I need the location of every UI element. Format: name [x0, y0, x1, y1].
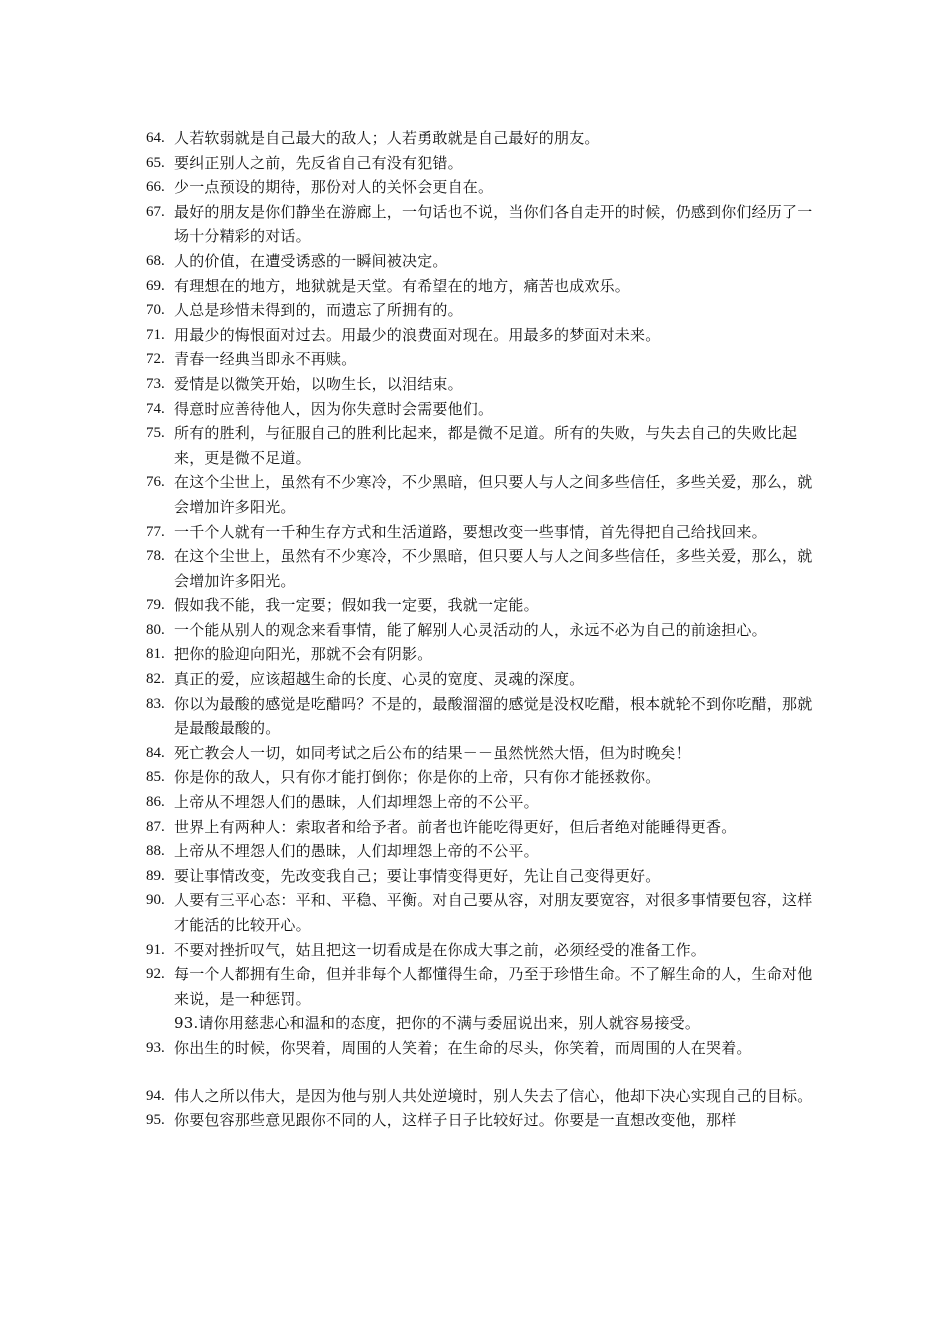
- list-item: [146, 200, 826, 249]
- item-number: 69.: [146, 277, 165, 294]
- item-text: 爱情是以微笑开始，以吻生长，以泪结束。: [174, 374, 463, 393]
- list-item: [146, 667, 826, 692]
- list-item: [146, 175, 826, 200]
- list-item: [146, 544, 826, 593]
- list-item: [146, 470, 826, 519]
- item-text: 你出生的时候，你哭着，周围的人笑着；在生命的尽头，你笑着，而周围的人在哭着。: [174, 1038, 752, 1057]
- item-number: 91.: [146, 941, 165, 958]
- list-item: [146, 249, 826, 274]
- item-number: 73.: [146, 375, 165, 392]
- item-number: 76.: [146, 474, 165, 491]
- list-item: [146, 520, 826, 545]
- item-number: 77.: [146, 523, 165, 540]
- item-text: 世界上有两种人：索取者和给予者。前者也许能吃得更好，但后者绝对能睡得更香。: [174, 817, 737, 836]
- item-number: 95.: [146, 1112, 165, 1129]
- list-item: [146, 790, 826, 815]
- item-number: 75.: [146, 425, 165, 442]
- item-text: 你是你的敌人，只有你才能打倒你；你是你的上帝，只有你才能拯救你。: [174, 768, 661, 787]
- item-text: 你要包容那些意见跟你不同的人，这样子日子比较好过。你要是一直想改变他，那样: [174, 1111, 737, 1130]
- item-text: 93.请你用慈悲心和温和的态度，把你的不满与委屈说出来，别人就容易接受。: [174, 1014, 701, 1033]
- list-item: [146, 692, 826, 741]
- item-number: 71.: [146, 326, 165, 343]
- item-number: 93.: [146, 1039, 165, 1056]
- item-text: 在这个尘世上，虽然有不少寒冷，不少黑暗，但只要人与人之间多些信任，多些关爱，那么，就会增加许多阳光。: [174, 473, 813, 516]
- item-number: 90.: [146, 892, 165, 909]
- list-item: [146, 765, 826, 790]
- item-text: 上帝从不埋怨人们的愚昧，人们却埋怨上帝的不公平。: [174, 793, 539, 812]
- item-text: 一个能从别人的观念来看事情，能了解别人心灵活动的人，永远不必为自己的前途担心。: [174, 620, 767, 639]
- document-page: [146, 126, 826, 1133]
- item-text: 要纠正别人之前，先反省自己有没有犯错。: [174, 153, 463, 172]
- item-text: 人若软弱就是自己最大的敌人；人若勇敢就是自己最好的朋友。: [174, 129, 600, 147]
- item-number: 66.: [146, 179, 165, 196]
- list-item: [146, 888, 826, 937]
- item-number: 82.: [146, 671, 165, 688]
- item-number: 64.: [146, 130, 165, 146]
- list-item: [146, 298, 826, 323]
- item-text: 得意时应善待他人，因为你失意时会需要他们。: [174, 399, 494, 418]
- item-number: 67.: [146, 203, 165, 220]
- item-number: 68.: [146, 252, 165, 269]
- item-number: 74.: [146, 400, 165, 417]
- item-text: 真正的爱，应该超越生命的长度、心灵的宽度、灵魂的深度。: [174, 670, 585, 689]
- item-number: 72.: [146, 351, 165, 368]
- item-number: 79.: [146, 597, 165, 614]
- item-number: 85.: [146, 769, 165, 786]
- list-item: [146, 618, 826, 643]
- item-text: 要让事情改变，先改变我自己；要让事情变得更好，先让自己变得更好。: [174, 866, 661, 885]
- item-number: 83.: [146, 695, 165, 712]
- item-text: 少一点预设的期待，那份对人的关怀会更自在。: [174, 178, 494, 197]
- paragraph-gap: [146, 1061, 826, 1084]
- item-number: 87.: [146, 818, 165, 835]
- list-item: [146, 1108, 826, 1133]
- item-number: 88.: [146, 843, 165, 860]
- list-item: [146, 938, 826, 963]
- item-text: 一千个人就有一千种生存方式和生活道路，要想改变一些事情，首先得把自己给找回来。: [174, 522, 767, 541]
- item-text: 上帝从不埋怨人们的愚昧，人们却埋怨上帝的不公平。: [174, 842, 539, 861]
- list-item: [146, 962, 826, 1011]
- list-item: [146, 126, 826, 151]
- item-text: 人要有三平心态：平和、平稳、平衡。对自己要从容，对朋友要宽容，对很多事情要包容，这样才能活的比较开心。: [174, 891, 813, 934]
- item-text: 所有的胜利，与征服自己的胜利比起来，都是微不足道。所有的失败，与失去自己的失败比起来，更是微不足道。: [174, 424, 798, 467]
- list-item: [146, 421, 826, 470]
- item-number: 89.: [146, 867, 165, 884]
- item-text: 假如我不能，我一定要；假如我一定要，我就一定能。: [174, 596, 539, 615]
- list-item: [146, 593, 826, 618]
- item-text: 不要对挫折叹气，姑且把这一切看成是在你成大事之前，必须经受的准备工作。: [174, 940, 707, 959]
- item-text: 人的价值，在遭受诱惑的一瞬间被决定。: [174, 251, 448, 270]
- list-item-unnumbered: [146, 1011, 826, 1036]
- item-text: 在这个尘世上，虽然有不少寒冷，不少黑暗，但只要人与人之间多些信任，多些关爱，那么，就会增加许多阳光。: [174, 547, 813, 590]
- list-item: [146, 323, 826, 348]
- list-item: [146, 1036, 826, 1061]
- item-number: 65.: [146, 154, 165, 171]
- list-item: [146, 741, 826, 766]
- list-item: [146, 347, 826, 372]
- list-item: [146, 642, 826, 667]
- item-number: 70.: [146, 302, 165, 319]
- list-item: [146, 397, 826, 422]
- item-number: 94.: [146, 1087, 165, 1104]
- list-item: [146, 151, 826, 176]
- item-number: 78.: [146, 548, 165, 565]
- item-number: 80.: [146, 621, 165, 638]
- item-text: 伟人之所以伟大，是因为他与别人共处逆境时，别人失去了信心，他却下决心实现自己的目标。: [174, 1086, 813, 1105]
- item-text: 每一个人都拥有生命，但并非每个人都懂得生命，乃至于珍惜生命。不了解生命的人，生命对他来说，是一种惩罚。: [174, 965, 813, 1008]
- item-number: 84.: [146, 744, 165, 761]
- item-number: 81.: [146, 646, 165, 663]
- item-text: 最好的朋友是你们静坐在游廊上，一句话也不说，当你们各自走开的时候，仍感到你们经历了一场十分精彩的对话。: [174, 202, 813, 246]
- item-text: 用最少的悔恨面对过去。用最少的浪费面对现在。用最多的梦面对未来。: [174, 325, 661, 344]
- list-item: [146, 839, 826, 864]
- item-text: 青春一经典当即永不再赎。: [174, 350, 357, 369]
- item-text: 把你的脸迎向阳光，那就不会有阴影。: [174, 645, 433, 664]
- list-item: [146, 864, 826, 889]
- list-item: [146, 815, 826, 840]
- item-number: 92.: [146, 966, 165, 983]
- item-number: 86.: [146, 794, 165, 811]
- item-text: 死亡教会人一切，如同考试之后公布的结果－－虽然恍然大悟，但为时晚矣！: [174, 743, 691, 762]
- list-item: [146, 372, 826, 397]
- list-item: [146, 274, 826, 299]
- item-text: 人总是珍惜未得到的，而遗忘了所拥有的。: [174, 301, 463, 320]
- item-text: 你以为最酸的感觉是吃醋吗？不是的，最酸溜溜的感觉是没权吃醋，根本就轮不到你吃醋，那就是最酸最酸的。: [174, 694, 813, 738]
- item-text: 有理想在的地方，地狱就是天堂。有希望在的地方，痛苦也成欢乐。: [174, 276, 631, 295]
- list-item: [146, 1084, 826, 1109]
